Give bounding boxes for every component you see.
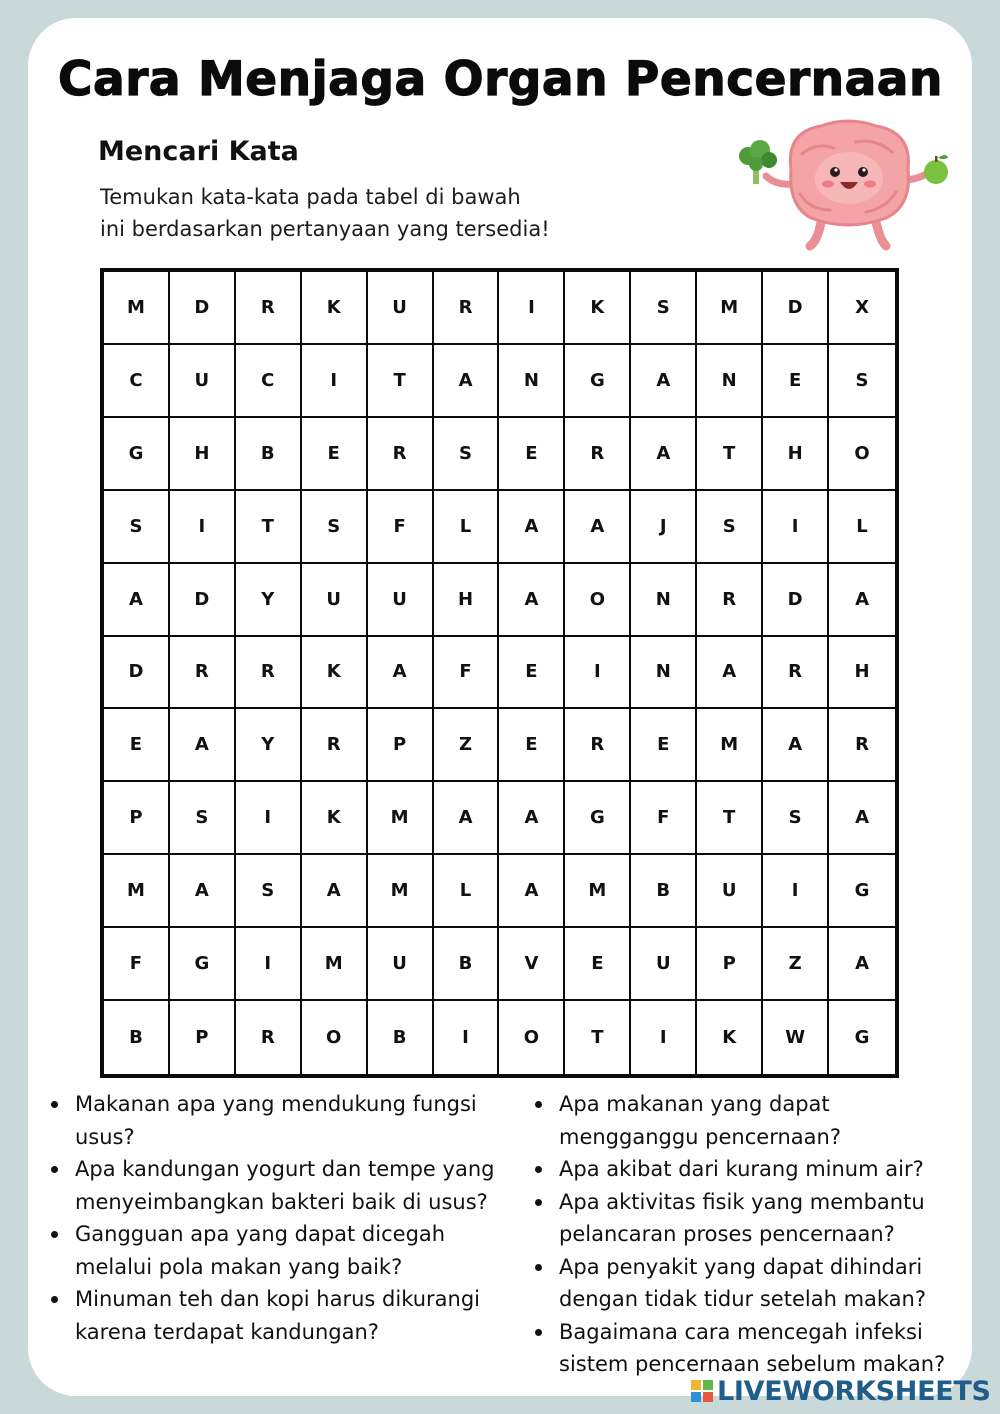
grid-cell: G: [170, 928, 236, 1001]
question-item: Apa kandungan yogurt dan tempe yang menyeimbangkan bakteri baik di usus?: [48, 1153, 516, 1218]
grid-cell: O: [302, 1001, 368, 1074]
questions-right-column: [532, 1088, 972, 1381]
grid-cell: F: [368, 491, 434, 564]
grid-cell: M: [697, 272, 763, 345]
grid-cell: O: [565, 564, 631, 637]
grid-cell: H: [763, 418, 829, 491]
grid-cell: N: [631, 564, 697, 637]
grid-cell: P: [170, 1001, 236, 1074]
grid-cell: L: [829, 491, 895, 564]
grid-cell: R: [236, 272, 302, 345]
grid-cell: I: [631, 1001, 697, 1074]
grid-cell: S: [170, 782, 236, 855]
grid-cell: E: [499, 637, 565, 710]
liveworksheets-logo[interactable]: [691, 1374, 991, 1408]
grid-cell: D: [170, 272, 236, 345]
grid-cell: C: [104, 345, 170, 418]
grid-cell: R: [368, 418, 434, 491]
grid-cell: L: [434, 491, 500, 564]
grid-cell: F: [631, 782, 697, 855]
page-title: Cara Menjaga Organ Pencernaan: [58, 52, 943, 107]
question-item: Apa makanan yang dapat mengganggu pencernaan?: [532, 1088, 972, 1153]
grid-cell: M: [104, 855, 170, 928]
grid-cell: B: [368, 1001, 434, 1074]
grid-cell: T: [236, 491, 302, 564]
grid-cell: B: [236, 418, 302, 491]
grid-cell: A: [829, 564, 895, 637]
grid-cell: B: [631, 855, 697, 928]
grid-cell: G: [854, 1027, 870, 1049]
grid-cell: U: [631, 928, 697, 1001]
grid-cell: X: [829, 272, 895, 345]
grid-cell: R: [763, 637, 829, 710]
grid-cell: F: [434, 637, 500, 710]
grid-cell: Y: [236, 564, 302, 637]
grid-cell: I: [763, 491, 829, 564]
grid-cell: A: [631, 345, 697, 418]
grid-cell: M: [697, 709, 763, 782]
grid-cell: D: [763, 564, 829, 637]
grid-cell: A: [499, 491, 565, 564]
grid-cell: H: [434, 564, 500, 637]
grid-cell: I: [236, 928, 302, 1001]
grid-cell: G: [565, 782, 631, 855]
grid-cell: S: [763, 782, 829, 855]
grid-cell: K: [302, 782, 368, 855]
grid-cell: I: [499, 272, 565, 345]
grid-cell: M: [368, 782, 434, 855]
grid-cell: A: [434, 345, 500, 418]
question-item: Apa aktivitas fisik yang membantu pelancaran proses pencernaan?: [532, 1186, 972, 1251]
grid-cell: F: [104, 928, 170, 1001]
grid-cell: D: [763, 272, 829, 345]
apple-icon: [924, 155, 948, 184]
grid-cell: A: [631, 418, 697, 491]
grid-cell: P: [104, 782, 170, 855]
question-item: Apa penyakit yang dapat dihindari dengan tidak tidur setelah makan?: [532, 1251, 972, 1316]
grid-cell: R: [565, 709, 631, 782]
grid-cell: K: [302, 272, 368, 345]
grid-cell: M: [302, 928, 368, 1001]
grid-cell: M: [104, 272, 170, 345]
grid-cell: T: [697, 782, 763, 855]
grid-cell: A: [434, 782, 500, 855]
grid-cell: M: [368, 855, 434, 928]
grid-cell: M: [565, 855, 631, 928]
grid-cell: R: [434, 272, 500, 345]
grid-cell: R: [565, 418, 631, 491]
grid-cell: A: [829, 928, 895, 1001]
grid-cell: A: [499, 782, 565, 855]
question-item: Bagaimana cara mencegah infeksi sistem pencernaan sebelum makan?: [532, 1316, 972, 1381]
instruction-text: [100, 181, 620, 245]
grid-cell: O: [829, 418, 895, 491]
grid-cell: R: [170, 637, 236, 710]
grid-cell: S: [236, 855, 302, 928]
grid-cell: U: [697, 855, 763, 928]
grid-cell: N: [499, 345, 565, 418]
grid-cell: H: [829, 637, 895, 710]
grid-cell: U: [170, 345, 236, 418]
grid-cell: E: [499, 709, 565, 782]
grid-cell: Y: [236, 709, 302, 782]
question-item: Makanan apa yang mendukung fungsi usus?: [48, 1088, 516, 1153]
grid-cell: A: [499, 855, 565, 928]
grid-cell: A: [565, 491, 631, 564]
grid-cell: A: [697, 637, 763, 710]
grid-cell: B: [434, 928, 500, 1001]
grid-cell: K: [697, 1001, 763, 1074]
grid-cell: U: [368, 272, 434, 345]
grid-cell: E: [499, 418, 565, 491]
grid-cell: N: [697, 345, 763, 418]
grid-cell: W: [763, 1001, 829, 1074]
instruction-line-2: ini berdasarkan pertanyaan yang tersedia!: [100, 217, 550, 241]
grid-cell: R: [697, 564, 763, 637]
question-item: Gangguan apa yang dapat dicegah melalui pola makan yang baik?: [48, 1218, 516, 1283]
grid-cell: Z: [434, 709, 500, 782]
intestine-mascot-icon: [736, 114, 956, 254]
grid-cell: E: [302, 418, 368, 491]
grid-cell: U: [368, 564, 434, 637]
grid-cell: I: [763, 855, 829, 928]
grid-cell: R: [829, 709, 895, 782]
grid-cell: B: [104, 1001, 170, 1074]
grid-cell: E: [763, 345, 829, 418]
grid-cell: S: [631, 272, 697, 345]
grid-cell: S: [697, 491, 763, 564]
grid-cell: T: [368, 345, 434, 418]
grid-cell: L: [434, 855, 500, 928]
grid-cell: T: [697, 418, 763, 491]
grid-cell: R: [236, 637, 302, 710]
grid-cell: A: [302, 855, 368, 928]
grid-cell: Z: [763, 928, 829, 1001]
grid-cell: K: [565, 272, 631, 345]
grid-cell: D: [104, 637, 170, 710]
grid-cell: A: [368, 637, 434, 710]
liveworksheets-logo-icon: [691, 1380, 713, 1402]
grid-cell: I: [565, 637, 631, 710]
grid-cell: A: [104, 564, 170, 637]
grid-cell: A: [170, 709, 236, 782]
questions-left-column: [48, 1088, 516, 1348]
grid-cell: G: [829, 855, 895, 928]
grid-cell: I: [302, 345, 368, 418]
grid-cell: S: [302, 491, 368, 564]
grid-cell: V: [499, 928, 565, 1001]
grid-cell: I: [236, 782, 302, 855]
brand-text: LIVEWORKSHEETS: [717, 1375, 991, 1407]
grid-cell: J: [631, 491, 697, 564]
grid-cell: G: [565, 345, 631, 418]
grid-cell: N: [631, 637, 697, 710]
grid-cell: R: [236, 1001, 302, 1074]
grid-cell: A: [499, 564, 565, 637]
grid-cell: I: [170, 491, 236, 564]
section-subtitle: Mencari Kata: [98, 136, 299, 167]
grid-cell: A: [170, 855, 236, 928]
grid-cell: P: [697, 928, 763, 1001]
grid-cell: H: [170, 418, 236, 491]
grid-cell: K: [302, 637, 368, 710]
question-item: Apa akibat dari kurang minum air?: [532, 1153, 972, 1186]
grid-cell: E: [631, 709, 697, 782]
grid-cell: S: [829, 345, 895, 418]
grid-cell: I: [434, 1001, 500, 1074]
grid-cell: O: [499, 1001, 565, 1074]
question-item: Minuman teh dan kopi harus dikurangi karena terdapat kandungan?: [48, 1283, 516, 1348]
grid-cell: E: [104, 709, 170, 782]
grid-cell: D: [170, 564, 236, 637]
grid-cell: A: [829, 782, 895, 855]
grid-cell: U: [368, 928, 434, 1001]
grid-cell: E: [565, 928, 631, 1001]
grid-cell: C: [236, 345, 302, 418]
grid-cell: P: [368, 709, 434, 782]
grid-cell: G: [104, 418, 170, 491]
grid-cell: S: [434, 418, 500, 491]
grid-cell: A: [763, 709, 829, 782]
instruction-line-1: Temukan kata-kata pada tabel di bawah: [100, 185, 521, 209]
grid-cell: U: [302, 564, 368, 637]
grid-cell: R: [302, 709, 368, 782]
grid-cell: S: [104, 491, 170, 564]
grid-cell: T: [565, 1001, 631, 1074]
word-search-grid: [100, 268, 899, 1078]
